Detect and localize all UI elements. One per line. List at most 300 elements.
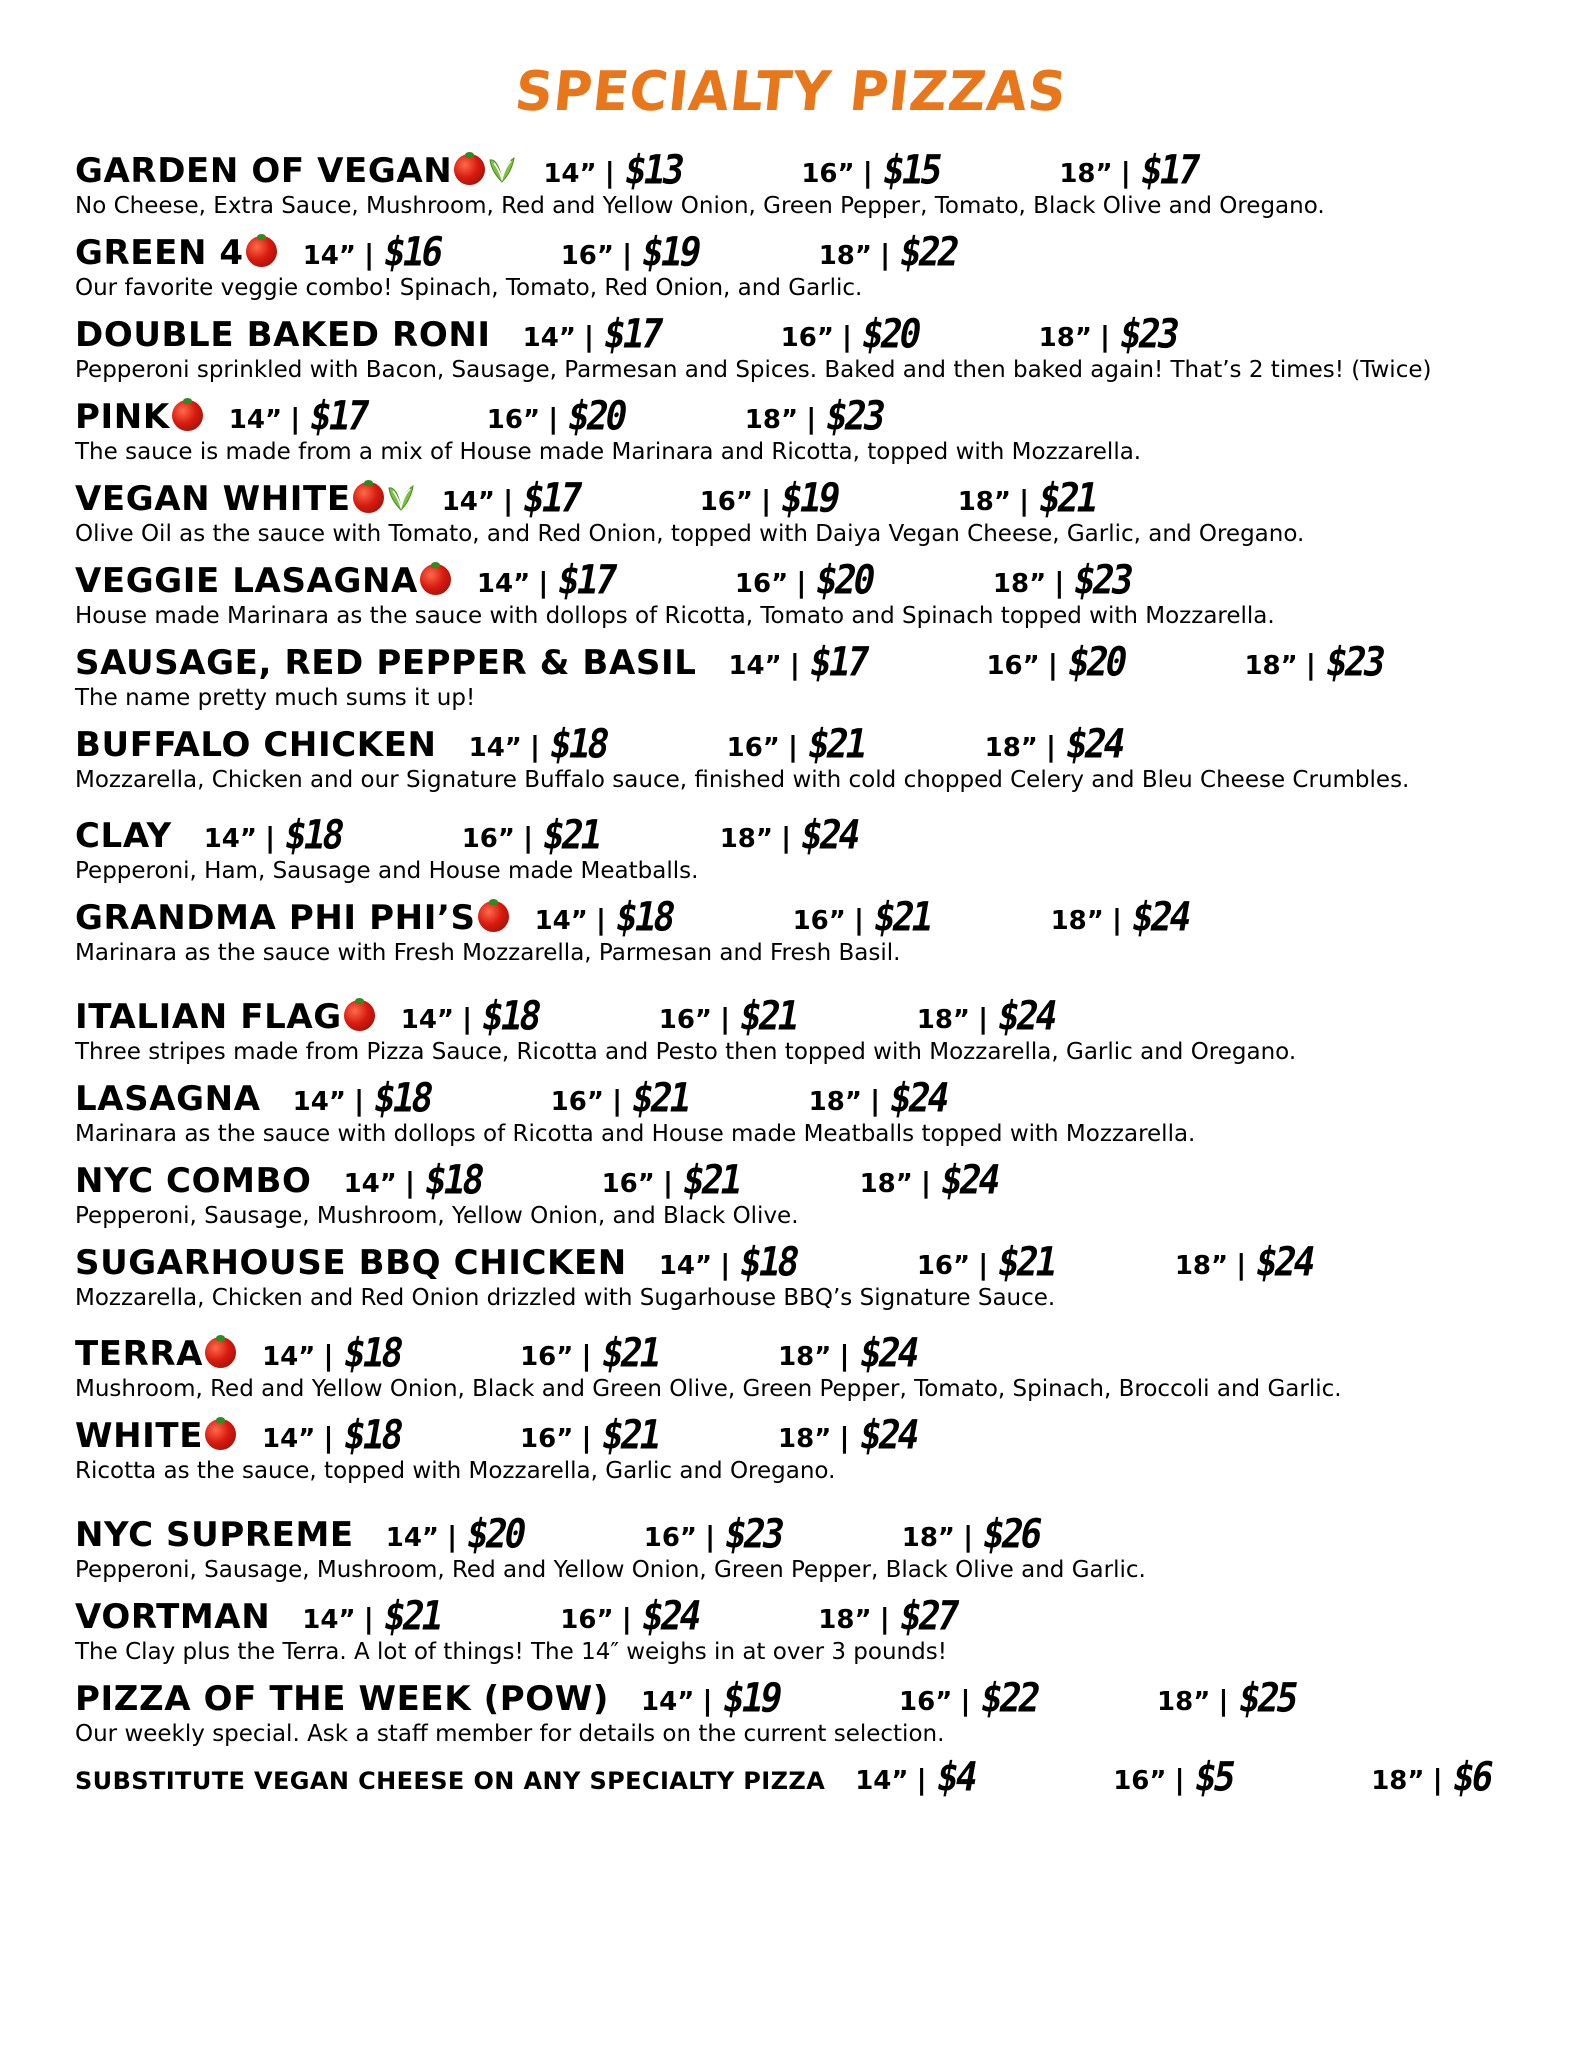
size-label: 18”	[916, 1005, 971, 1035]
size-label: 14”	[343, 1169, 397, 1199]
price-14	[441, 475, 700, 522]
item-name: TERRA	[75, 1334, 204, 1374]
item-prices	[476, 557, 1227, 604]
item-prices	[203, 812, 954, 859]
price-amount: $4	[932, 1754, 979, 1801]
item-name: LASAGNA	[75, 1079, 261, 1119]
item-badges	[205, 1419, 236, 1450]
price-16	[486, 393, 745, 440]
price-18	[818, 229, 1053, 276]
tomato-icon	[205, 1419, 236, 1450]
price-amount: $21	[679, 1157, 744, 1204]
price-amount: $23	[1116, 311, 1181, 358]
price-amount: $21	[1035, 475, 1100, 522]
menu-item-clay	[75, 812, 1565, 884]
price-separator: |	[720, 1248, 731, 1281]
price-amount: $24	[994, 993, 1059, 1040]
price-separator: |	[611, 1084, 623, 1117]
item-name: GREEN 4	[75, 233, 244, 273]
size-label: 16”	[792, 906, 846, 936]
item-name: VEGGIE LASAGNA	[75, 561, 418, 601]
size-label: 16”	[550, 1087, 604, 1117]
size-label: 16”	[801, 159, 855, 189]
price-separator: |	[806, 402, 817, 435]
size-label: 18”	[818, 1605, 872, 1635]
item-badges	[205, 1337, 236, 1368]
size-label: 14”	[302, 241, 356, 271]
tomato-icon	[454, 154, 485, 185]
menu-item-pink	[75, 393, 1565, 465]
price-separator: |	[363, 1602, 374, 1635]
item-description: Pepperoni, Sausage, Mushroom, Red and Yellow Onion, Green Pepper, Black Olive and Garlic.	[75, 1557, 1146, 1583]
item-description: Our favorite veggie combo! Spinach, Tomato, Red Onion, and Garlic.	[75, 275, 863, 301]
item-prices	[400, 993, 1151, 1040]
vegan-leaf-icon	[386, 483, 416, 513]
price-separator: |	[787, 730, 799, 763]
size-label: 14”	[302, 1605, 356, 1635]
price-separator: |	[583, 320, 595, 353]
price-18	[984, 721, 1219, 768]
item-prices	[468, 721, 1219, 768]
price-separator: |	[621, 238, 633, 271]
item-name: CLAY	[75, 816, 172, 856]
price-amount: $18	[370, 1075, 435, 1122]
item-description: Mozzarella, Chicken and our Signature Buffalo sauce, finished with cold chopped Celery and Bleu Cheese Crumbles.	[75, 767, 1410, 793]
price-amount: $25	[1234, 1675, 1299, 1722]
price-14	[203, 812, 462, 859]
price-separator: |	[323, 1421, 334, 1454]
price-separator: |	[1045, 730, 1057, 763]
size-label: 18”	[818, 241, 872, 271]
menu-item-vortman	[75, 1593, 1565, 1665]
item-header	[75, 475, 1565, 522]
item-header	[75, 229, 1565, 276]
price-amount: $19	[638, 229, 703, 276]
price-separator: |	[1054, 566, 1065, 599]
size-label: 18”	[778, 1342, 832, 1372]
size-label: 16”	[601, 1169, 655, 1199]
price-amount: $19	[718, 1675, 783, 1722]
size-label: 14”	[534, 906, 588, 936]
size-label: 18”	[957, 487, 1011, 517]
item-header	[75, 894, 1565, 941]
item-header	[75, 1593, 1565, 1640]
size-label: 14”	[228, 405, 283, 435]
price-separator: |	[1047, 648, 1058, 681]
item-prices	[728, 639, 1478, 686]
size-label: 14”	[262, 1424, 316, 1454]
price-18	[1050, 894, 1285, 941]
price-amount: $21	[597, 1330, 662, 1377]
price-14	[855, 1754, 1113, 1801]
price-separator: |	[879, 1602, 890, 1635]
tomato-icon	[353, 482, 384, 513]
price-16	[560, 229, 819, 276]
price-16	[916, 1239, 1175, 1286]
price-amount: $20	[564, 393, 629, 440]
price-amount: $23	[1070, 557, 1135, 604]
tomato-icon	[246, 236, 277, 267]
price-separator: |	[920, 1166, 932, 1199]
item-name: WHITE	[75, 1416, 204, 1456]
price-16	[461, 812, 720, 859]
item-prices	[228, 393, 979, 440]
price-16	[792, 894, 1051, 941]
price-14	[534, 894, 793, 941]
size-label: 18”	[1059, 159, 1113, 189]
size-label: 16”	[916, 1251, 971, 1281]
price-separator: |	[1099, 320, 1111, 353]
price-amount: $23	[1321, 639, 1387, 686]
price-16	[801, 147, 1059, 194]
menu-items-list	[75, 147, 1565, 1747]
menu-item-double-baked-roni	[75, 311, 1565, 383]
size-label: 14”	[385, 1523, 440, 1553]
price-separator: |	[796, 566, 807, 599]
price-amount: $17	[519, 475, 584, 522]
price-14	[522, 311, 781, 358]
size-label: 14”	[468, 733, 522, 763]
price-18	[778, 1412, 1012, 1459]
size-label: 18”	[744, 405, 799, 435]
price-separator: |	[720, 1002, 731, 1035]
price-amount: $26	[979, 1511, 1044, 1558]
price-amount: $20	[463, 1511, 528, 1558]
price-separator: |	[447, 1520, 458, 1553]
vegan-cheese-substitute-text: SUBSTITUTE VEGAN CHEESE ON ANY SPECIALTY PIZZA	[75, 1767, 826, 1795]
item-description: Mushroom, Red and Yellow Onion, Black and Green Olive, Green Pepper, Tomato, Spinach, Broccoli and Garlic.	[75, 1376, 1342, 1402]
price-amount: $24	[886, 1075, 951, 1122]
price-18	[1059, 147, 1293, 194]
price-14	[343, 1157, 602, 1204]
price-amount: $16	[380, 229, 445, 276]
price-16	[520, 1412, 778, 1459]
size-label: 14”	[203, 824, 257, 854]
price-separator: |	[1174, 1763, 1185, 1796]
menu-item-sugarhouse-bbq-chicken	[75, 1239, 1565, 1311]
item-header	[75, 812, 1565, 859]
item-description: Mozzarella, Chicken and Red Onion drizzled with Sugarhouse BBQ’s Signature Sauce.	[75, 1285, 1056, 1311]
item-prices	[522, 311, 1273, 358]
price-separator: |	[363, 238, 375, 271]
price-16	[899, 1675, 1157, 1722]
size-label: 16”	[643, 1523, 698, 1553]
size-label: 16”	[780, 323, 834, 353]
item-description: Pepperoni, Ham, Sausage and House made Meatballs.	[75, 858, 699, 884]
price-separator: |	[705, 1520, 716, 1553]
price-14	[262, 1412, 520, 1459]
price-separator: |	[1120, 156, 1131, 189]
price-amount: $21	[736, 993, 801, 1040]
price-16	[643, 1511, 902, 1558]
price-16	[560, 1593, 818, 1640]
size-label: 14”	[441, 487, 495, 517]
price-amount: $24	[1252, 1239, 1317, 1286]
size-label: 14”	[522, 323, 576, 353]
price-amount: $18	[478, 993, 543, 1040]
size-label: 18”	[984, 733, 1038, 763]
price-amount: $21	[539, 812, 604, 859]
size-label: 14”	[728, 651, 782, 681]
price-separator: |	[862, 156, 873, 189]
price-separator: |	[879, 238, 891, 271]
item-name: PIZZA OF THE WEEK (POW)	[75, 1679, 610, 1719]
price-separator: |	[662, 1166, 674, 1199]
price-14	[728, 639, 986, 686]
item-header	[75, 1675, 1565, 1722]
menu-item-grandma-phi-phi-s	[75, 894, 1565, 966]
size-label: 14”	[262, 1342, 316, 1372]
item-name: VORTMAN	[75, 1597, 271, 1637]
size-label: 14”	[641, 1687, 695, 1717]
price-16	[986, 639, 1244, 686]
size-label: 16”	[1113, 1766, 1167, 1796]
size-label: 16”	[726, 733, 780, 763]
price-separator: |	[839, 1339, 850, 1372]
price-separator: |	[1018, 484, 1030, 517]
item-badges	[420, 564, 451, 595]
menu-item-veggie-lasagna	[75, 557, 1565, 629]
item-header	[75, 311, 1565, 358]
price-amount: $21	[628, 1075, 693, 1122]
price-amount: $17	[1136, 147, 1201, 194]
size-label: 18”	[719, 824, 773, 854]
price-amount: $27	[895, 1593, 960, 1640]
size-label: 16”	[658, 1005, 713, 1035]
menu-item-white	[75, 1412, 1565, 1484]
price-separator: |	[404, 1166, 416, 1199]
item-prices	[302, 1593, 1052, 1640]
price-separator: |	[963, 1520, 974, 1553]
price-amount: $13	[620, 147, 685, 194]
price-16	[658, 993, 917, 1040]
price-amount: $20	[858, 311, 923, 358]
price-separator: |	[502, 484, 514, 517]
price-14	[658, 1239, 917, 1286]
price-separator: |	[353, 1084, 365, 1117]
size-label: 14”	[292, 1087, 346, 1117]
price-amount: $20	[812, 557, 877, 604]
item-prices	[658, 1239, 1409, 1286]
size-label: 18”	[1050, 906, 1104, 936]
substitute-prices	[855, 1754, 1582, 1801]
menu-item-buffalo-chicken	[75, 721, 1565, 793]
price-18	[1157, 1675, 1391, 1722]
price-18	[778, 1330, 1012, 1377]
size-label: 16”	[520, 1342, 574, 1372]
price-16	[780, 311, 1039, 358]
price-amount: $24	[1062, 721, 1127, 768]
menu-item-green-4	[75, 229, 1565, 301]
price-18	[1244, 639, 1478, 686]
item-name: VEGAN WHITE	[75, 479, 351, 519]
price-amount: $24	[1128, 894, 1193, 941]
price-14	[228, 393, 487, 440]
price-amount: $15	[878, 147, 943, 194]
item-description: Ricotta as the sauce, topped with Mozzarella, Garlic and Oregano.	[75, 1458, 836, 1484]
item-description: The Clay plus the Terra. A lot of things! The 14″ weighs in at over 3 pounds!	[75, 1639, 947, 1665]
item-name: SAUSAGE, RED PEPPER & BASIL	[75, 643, 697, 683]
price-separator: |	[1236, 1248, 1247, 1281]
tomato-icon	[344, 1000, 375, 1031]
item-description: Three stripes made from Pizza Sauce, Ricotta and Pesto then topped with Mozzarella, Garlic and Oregano.	[75, 1039, 1297, 1065]
vegan-leaf-icon	[487, 155, 517, 185]
size-label: 18”	[1244, 651, 1298, 681]
menu-item-lasagna	[75, 1075, 1565, 1147]
item-badges	[344, 1000, 375, 1031]
price-16	[520, 1330, 778, 1377]
price-amount: $21	[870, 894, 935, 941]
item-description: Pepperoni, Sausage, Mushroom, Yellow Onion, and Black Olive.	[75, 1203, 799, 1229]
size-label: 16”	[734, 569, 789, 599]
item-prices	[302, 229, 1053, 276]
price-separator: |	[702, 1684, 713, 1717]
menu-item-nyc-supreme	[75, 1511, 1565, 1583]
item-name: SUGARHOUSE BBQ CHICKEN	[75, 1243, 627, 1283]
item-header	[75, 993, 1565, 1040]
size-label: 14”	[543, 159, 597, 189]
item-header	[75, 1075, 1565, 1122]
price-amount: $21	[597, 1412, 662, 1459]
price-16	[734, 557, 993, 604]
size-label: 16”	[899, 1687, 953, 1717]
specialty-pizza-menu	[75, 147, 1565, 1801]
price-16	[726, 721, 985, 768]
tomato-icon	[478, 901, 509, 932]
item-prices	[343, 1157, 1094, 1204]
price-amount: $20	[1063, 639, 1129, 686]
price-amount: $17	[805, 639, 871, 686]
price-separator: |	[604, 156, 615, 189]
size-label: 16”	[461, 824, 515, 854]
price-18	[1371, 1754, 1582, 1801]
size-label: 18”	[992, 569, 1047, 599]
price-amount: $18	[421, 1157, 486, 1204]
price-amount: $19	[777, 475, 842, 522]
item-description: No Cheese, Extra Sauce, Mushroom, Red and Yellow Onion, Green Pepper, Tomato, Black Olive and Oregano.	[75, 193, 1325, 219]
item-name: GRANDMA PHI PHI’S	[75, 898, 476, 938]
page-title: SPECIALTY PIZZAS	[512, 60, 1070, 124]
price-amount: $24	[855, 1412, 920, 1459]
price-14	[292, 1075, 551, 1122]
price-amount: $22	[896, 229, 961, 276]
size-label: 14”	[855, 1766, 909, 1796]
item-header	[75, 393, 1565, 440]
item-prices	[262, 1412, 1012, 1459]
price-18	[719, 812, 954, 859]
item-name: GARDEN OF VEGAN	[75, 151, 453, 191]
item-header	[75, 147, 1565, 194]
size-label: 16”	[699, 487, 753, 517]
item-badges	[353, 482, 416, 513]
price-18	[859, 1157, 1094, 1204]
price-18	[992, 557, 1227, 604]
price-separator: |	[290, 402, 301, 435]
price-14	[543, 147, 801, 194]
item-header	[75, 721, 1565, 768]
price-amount: $24	[637, 1593, 702, 1640]
price-14	[476, 557, 735, 604]
size-label: 18”	[901, 1523, 956, 1553]
price-amount: $24	[937, 1157, 1002, 1204]
item-prices	[441, 475, 1192, 522]
price-amount: $6	[1448, 1754, 1495, 1801]
size-label: 14”	[400, 1005, 455, 1035]
item-name: DOUBLE BAKED RONI	[75, 315, 491, 355]
price-separator: |	[522, 821, 534, 854]
tomato-icon	[205, 1337, 236, 1368]
price-separator: |	[264, 821, 276, 854]
item-prices	[641, 1675, 1391, 1722]
price-16	[699, 475, 958, 522]
price-amount: $18	[339, 1412, 404, 1459]
item-name: NYC COMBO	[75, 1161, 312, 1201]
menu-item-sausage-red-pepper-basil	[75, 639, 1565, 711]
price-separator: |	[960, 1684, 971, 1717]
price-separator: |	[916, 1763, 927, 1796]
item-description: Our weekly special. Ask a staff member for details on the current selection.	[75, 1721, 945, 1747]
price-separator: |	[978, 1002, 989, 1035]
price-amount: $18	[281, 812, 346, 859]
size-label: 14”	[476, 569, 531, 599]
item-badges	[246, 236, 277, 267]
size-label: 16”	[560, 1605, 614, 1635]
price-14	[468, 721, 727, 768]
item-description: The name pretty much sums it up!	[75, 685, 476, 711]
menu-item-vegan-white	[75, 475, 1565, 547]
menu-item-terra	[75, 1330, 1565, 1402]
price-separator: |	[839, 1421, 850, 1454]
price-amount: $18	[546, 721, 611, 768]
price-amount: $23	[721, 1511, 786, 1558]
price-18	[818, 1593, 1052, 1640]
price-separator: |	[1111, 903, 1123, 936]
price-separator: |	[789, 648, 800, 681]
price-14	[400, 993, 659, 1040]
price-14	[641, 1675, 899, 1722]
price-amount: $23	[822, 393, 887, 440]
price-14	[385, 1511, 644, 1558]
item-description: The sauce is made from a mix of House made Marinara and Ricotta, topped with Mozzarella.	[75, 439, 1142, 465]
price-separator: |	[780, 821, 792, 854]
item-name: ITALIAN FLAG	[75, 997, 342, 1037]
price-amount: $17	[306, 393, 371, 440]
item-name: NYC SUPREME	[75, 1515, 354, 1555]
menu-item-pizza-of-the-week-pow	[75, 1675, 1565, 1747]
vegan-cheese-substitute-line	[75, 1754, 1565, 1801]
price-amount: $24	[855, 1330, 920, 1377]
size-label: 18”	[859, 1169, 913, 1199]
price-amount: $21	[379, 1593, 444, 1640]
item-description: Pepperoni sprinkled with Bacon, Sausage, Parmesan and Spices. Baked and then baked again! That’s 2 times! (Twice)	[75, 357, 1432, 383]
price-amount: $22	[976, 1675, 1041, 1722]
item-header	[75, 1511, 1565, 1558]
price-separator: |	[1432, 1763, 1443, 1796]
item-name: BUFFALO CHICKEN	[75, 725, 437, 765]
size-label: 18”	[1038, 323, 1092, 353]
size-label: 16”	[560, 241, 614, 271]
price-amount: $24	[797, 812, 862, 859]
price-separator: |	[841, 320, 853, 353]
item-prices	[262, 1330, 1012, 1377]
menu-item-garden-of-vegan	[75, 147, 1565, 219]
item-prices	[534, 894, 1285, 941]
size-label: 18”	[808, 1087, 862, 1117]
price-14	[302, 229, 561, 276]
price-amount: $17	[554, 557, 619, 604]
price-separator: |	[621, 1602, 632, 1635]
item-description: House made Marinara as the sauce with dollops of Ricotta, Tomato and Spinach topped with Mozzarella.	[75, 603, 1275, 629]
